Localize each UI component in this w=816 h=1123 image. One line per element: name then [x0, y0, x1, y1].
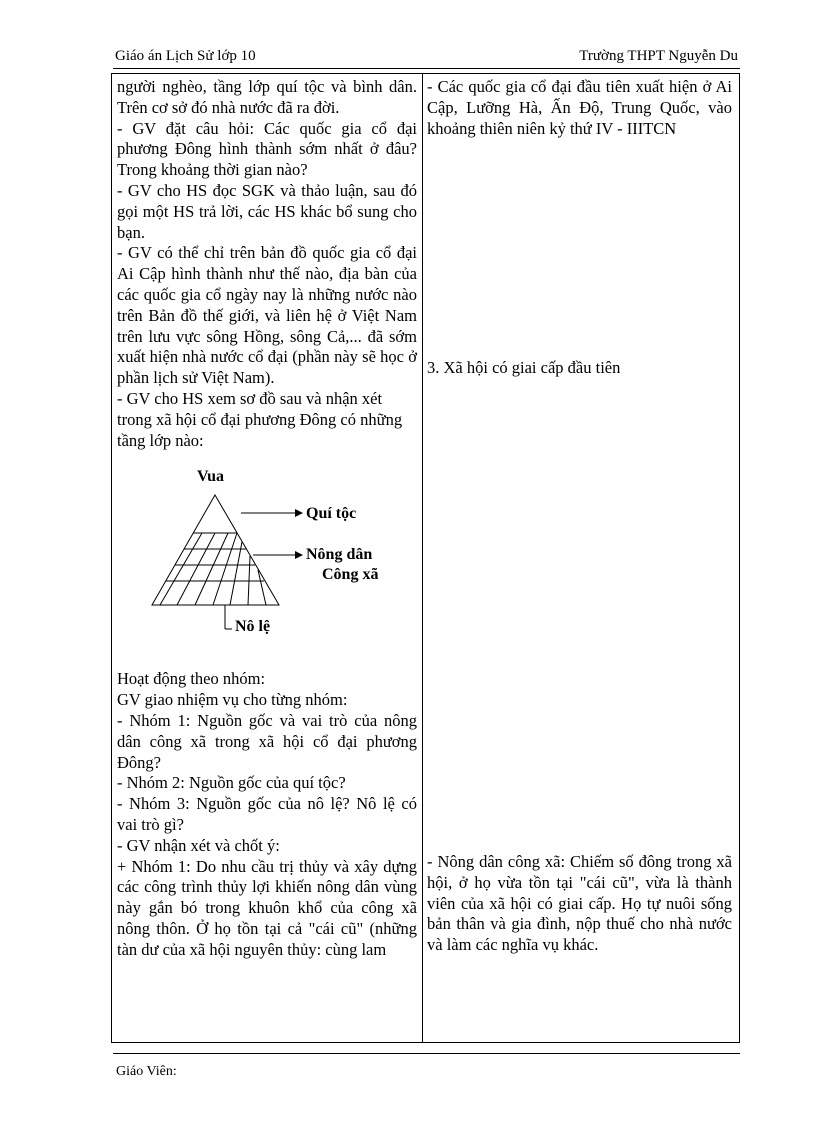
right-block-heading: [427, 358, 732, 379]
social-pyramid-diagram: [117, 451, 417, 669]
page-footer: [113, 1053, 740, 1079]
diagram-label-commune: Công xã: [322, 566, 379, 584]
right-paragraph: - Các quốc gia cổ đại đầu tiên xuất hiện ở Ai Cập, Lưỡng Hà, Ấn Độ, Trung Quốc, vào khoảng thiên niên kỷ thứ IV - IIITCN: [427, 77, 732, 138]
left-paragraph: Hoạt động theo nhóm:: [117, 669, 266, 689]
left-paragraph: - GV nhận xét và chốt ý:: [117, 835, 280, 855]
lesson-table: [111, 73, 740, 1043]
left-paragraph: - Nhóm 2: Nguồn gốc của quí tộc?: [117, 773, 346, 793]
left-paragraph: GV giao nhiệm vụ cho từng nhóm:: [117, 690, 348, 710]
arrow-head-icon: [295, 509, 303, 517]
footer-teacher-label: Giáo Viên:: [116, 1064, 177, 1079]
left-paragraph: - Nhóm 1: Nguồn gốc và vai trò của nông dân công xã trong xã hội cổ đại phương Đông?: [117, 710, 417, 772]
left-column: [117, 77, 417, 961]
left-paragraph: - GV có thể chỉ trên bản đồ quốc gia cổ đại Ai Cập hình thành như thế nào, địa bàn của các quốc gia cổ ngày nay là những nước nào trên Bản đồ thế giới, và liên hệ ở Việt Nam trên lưu vực sông Hồng, sông Cả,... đã sớm xuất hiện nhà nước cổ đại (phần này sẽ học ở phần lịch sử Việt Nam).: [117, 243, 417, 388]
left-paragraph: + Nhóm 1: Do nhu cầu trị thủy và xây dựng các công trình thủy lợi khiến nông dân vùng này gắn bó trong khuôn khổ của công xã nông thôn. Ở họ tồn tại cả "cái cũ" (những tàn dư của xã hội nguyên thủy: cùng lam: [117, 856, 417, 959]
section-heading: 3. Xã hội có giai cấp đầu tiên: [427, 358, 621, 377]
right-block-peasants: [427, 852, 732, 956]
right-block-countries: [427, 77, 732, 139]
diagram-label-king: Vua: [197, 468, 224, 486]
diagram-label-peasants: Nông dân: [306, 546, 373, 564]
header-course-title: Giáo án Lịch Sử lớp 10: [115, 48, 256, 64]
left-paragraph: - GV cho HS xem sơ đồ sau và nhận xét trong xã hội cổ đại phương Đông có những tầng lớp nào:: [117, 388, 403, 450]
left-paragraph: người nghèo, tầng lớp quí tộc và bình dân. Trên cơ sở đó nhà nước đã ra đời.: [117, 77, 417, 117]
left-paragraph: - Nhóm 3: Nguồn gốc của nô lệ? Nô lệ có vai trò gì?: [117, 794, 417, 834]
column-divider: [422, 74, 423, 1042]
header-school-name: Trường THPT Nguyễn Du: [579, 48, 738, 64]
page-header: [113, 46, 740, 69]
right-paragraph: - Nông dân công xã: Chiếm số đông trong xã hội, ở họ vừa tồn tại "cái cũ", vừa là thành viên của xã hội có giai cấp. Họ tự nuôi sống bản thân và gia đình, nộp thuế cho nhà nước và làm các nghĩa vụ khác.: [427, 852, 732, 955]
diagram-label-nobility: Quí tộc: [306, 505, 357, 523]
left-paragraph: - GV cho HS đọc SGK và thảo luận, sau đó gọi một HS trả lời, các HS khác bổ sung cho bạn.: [117, 180, 417, 242]
pyramid-shape: [152, 495, 297, 629]
diagram-label-slaves: Nô lệ: [235, 618, 271, 636]
arrow-head-icon: [295, 551, 303, 559]
left-paragraph: - GV đặt câu hỏi: Các quốc gia cổ đại phương Đông hình thành sớm nhất ở đâu? Trong khoảng thời gian nào?: [117, 118, 417, 180]
